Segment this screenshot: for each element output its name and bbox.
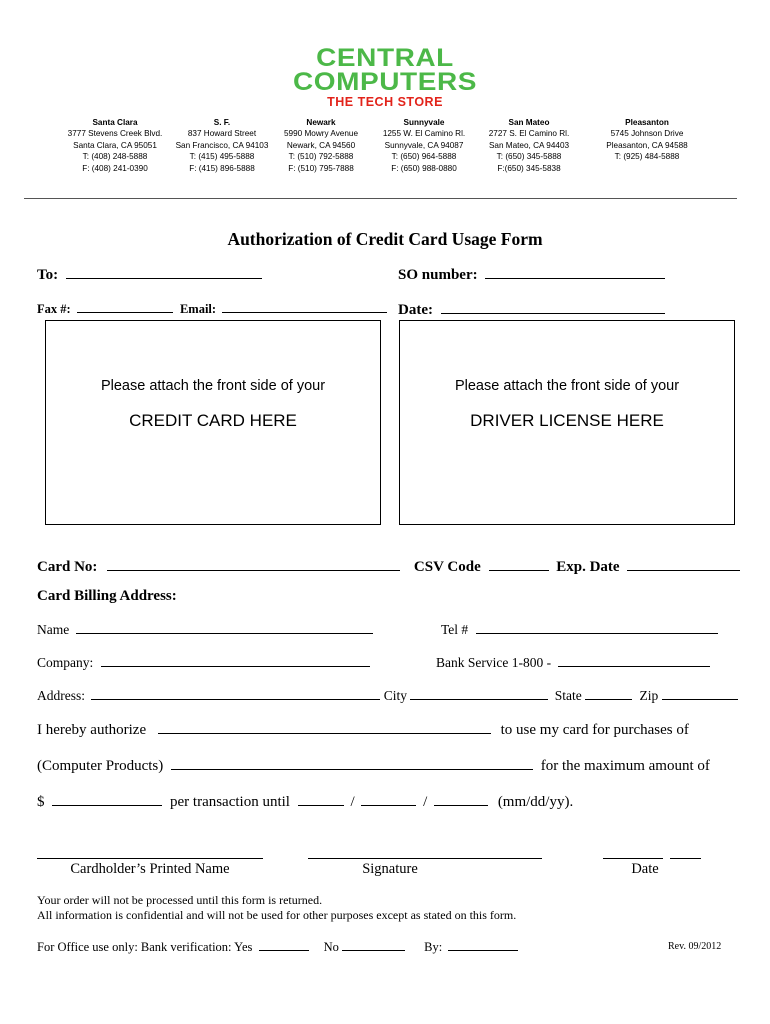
- to-row: [37, 263, 262, 284]
- form-title: Authorization of Credit Card Usage Form: [227, 229, 543, 249]
- so-number-label: SO number:: [398, 267, 478, 283]
- address-field[interactable]: [91, 686, 380, 700]
- store-address: 5990 Mowry Avenue: [283, 129, 359, 139]
- logo-line-computers: COMPUTERS: [293, 68, 477, 96]
- fax-row: [37, 300, 387, 317]
- exp-date-field[interactable]: [627, 555, 740, 571]
- card-number-label: Card No:: [37, 559, 98, 575]
- office-use-row: [37, 938, 518, 955]
- bank-verification-yes-field[interactable]: [259, 938, 309, 951]
- dollar-sign: $: [37, 794, 45, 810]
- company-field[interactable]: [101, 653, 370, 667]
- signature-caption: Signature: [362, 861, 418, 877]
- state-label: State: [554, 688, 582, 703]
- so-row: [398, 263, 665, 284]
- store-address: 837 Howard Street: [187, 129, 257, 139]
- store-fax: F: (408) 241-0390: [82, 163, 148, 173]
- date-line-part1[interactable]: [603, 858, 663, 859]
- revision-label: Rev. 09/2012: [668, 941, 722, 952]
- notice-confidential: All information is confidential and will not be used for other purposes except as stated on this form.: [37, 908, 517, 922]
- store-address: 5745 Johnson Drive: [610, 129, 684, 139]
- date-field[interactable]: [441, 298, 665, 314]
- store-san-mateo: [464, 117, 594, 174]
- bank-service-row: [436, 653, 710, 671]
- card-number-field[interactable]: [107, 555, 400, 571]
- store-phone: T: (510) 792-5888: [288, 152, 354, 162]
- store-phone: T: (925) 484-5888: [614, 152, 680, 162]
- csv-code-field[interactable]: [489, 555, 549, 571]
- city-field[interactable]: [410, 686, 548, 700]
- state-field[interactable]: [585, 686, 632, 700]
- store-name: Pleasanton: [625, 118, 669, 127]
- signature-line[interactable]: [308, 858, 542, 859]
- printed-name-line[interactable]: [37, 858, 263, 859]
- store-pleasanton: [582, 117, 712, 163]
- exp-date-label: Exp. Date: [556, 559, 620, 575]
- tel-label: Tel #: [441, 622, 469, 637]
- store-name: Sunnyvale: [403, 118, 445, 127]
- store-phone: T: (415) 495-5888: [189, 152, 255, 162]
- until-month-field[interactable]: [298, 790, 344, 806]
- card-number-row: [37, 555, 740, 576]
- store-city: San Mateo, CA 94403: [488, 140, 570, 150]
- bank-service-field[interactable]: [558, 653, 710, 667]
- products-field[interactable]: [171, 754, 533, 770]
- header-divider: [24, 198, 737, 199]
- store-city: Pleasanton, CA 94588: [606, 140, 688, 150]
- store-name: S. F.: [213, 118, 231, 127]
- store-address: 3777 Stevens Creek Blvd.: [67, 129, 163, 139]
- tel-row: [441, 620, 718, 638]
- bank-verification-no-field[interactable]: [342, 938, 405, 951]
- to-field[interactable]: [66, 263, 262, 279]
- tel-field[interactable]: [476, 620, 718, 634]
- logo-line-central: CENTRAL: [316, 44, 454, 72]
- store-fax: F: (510) 795-7888: [288, 163, 354, 173]
- name-row: [37, 620, 373, 638]
- date-slash-2: /: [423, 794, 428, 810]
- zip-label: Zip: [639, 688, 659, 703]
- email-label: Email:: [179, 302, 217, 316]
- store-name: San Mateo: [508, 118, 550, 127]
- notice-processing: Your order will not be processed until this form is returned.: [37, 893, 323, 907]
- driver-license-attach-box[interactable]: [399, 320, 735, 525]
- company-row: [37, 653, 370, 671]
- authorize-suffix: to use my card for purchases of: [500, 722, 689, 738]
- store-phone: T: (650) 345-5888: [496, 152, 562, 162]
- store-city: San Francisco, CA 94103: [175, 140, 269, 150]
- name-field[interactable]: [76, 620, 373, 634]
- central-computers-logo: [0, 46, 770, 110]
- address-label: Address:: [37, 688, 85, 703]
- store-name: Santa Clara: [92, 118, 138, 127]
- date-caption: Date: [631, 861, 659, 877]
- to-label: To:: [37, 267, 59, 283]
- by-label: By:: [424, 940, 443, 954]
- zip-field[interactable]: [662, 686, 738, 700]
- credit-card-instruction: Please attach the front side of your: [100, 378, 326, 394]
- products-row: [37, 754, 710, 775]
- date-line-part2[interactable]: [670, 858, 701, 859]
- products-prefix: (Computer Products): [37, 758, 164, 774]
- date-format-hint: (mm/dd/yy).: [497, 794, 574, 810]
- name-label: Name: [37, 622, 70, 637]
- products-suffix: for the maximum amount of: [540, 758, 710, 774]
- store-city: Sunnyvale, CA 94087: [384, 140, 464, 150]
- credit-card-attach-box[interactable]: [45, 320, 381, 525]
- store-fax: F: (415) 896-5888: [189, 163, 255, 173]
- address-row: [37, 686, 738, 704]
- authorized-person-field[interactable]: [158, 718, 491, 734]
- store-city: Santa Clara, CA 95051: [73, 140, 157, 150]
- printed-name-caption: Cardholder’s Printed Name: [70, 861, 230, 877]
- store-phone: T: (650) 964-5888: [391, 152, 457, 162]
- per-transaction-label: per transaction until: [170, 794, 290, 810]
- store-address: 1255 W. El Camino Rl.: [382, 129, 466, 139]
- credit-card-label: CREDIT CARD HERE: [129, 411, 297, 430]
- date-row: [398, 298, 665, 319]
- until-year-field[interactable]: [434, 790, 488, 806]
- csv-code-label: CSV Code: [413, 559, 481, 575]
- date-slash-1: /: [350, 794, 355, 810]
- store-name: Newark: [306, 118, 336, 127]
- so-number-field[interactable]: [485, 263, 665, 279]
- store-address: 2727 S. El Camino Rl.: [488, 129, 570, 139]
- authorize-row: [37, 718, 689, 739]
- until-day-field[interactable]: [361, 790, 416, 806]
- company-label: Company:: [37, 655, 94, 670]
- verified-by-field[interactable]: [448, 938, 518, 951]
- amount-field[interactable]: [52, 790, 162, 806]
- email-field[interactable]: [222, 300, 387, 313]
- authorize-prefix: I hereby authorize: [37, 722, 147, 738]
- store-city: Newark, CA 94560: [286, 140, 356, 150]
- logo-tagline: THE TECH STORE: [327, 95, 443, 109]
- office-use-label: For Office use only: Bank verification: Yes: [37, 940, 253, 954]
- fax-label: Fax #:: [37, 302, 71, 316]
- city-label: City: [383, 688, 408, 703]
- billing-address-heading: Card Billing Address:: [37, 588, 177, 604]
- amount-row: [37, 790, 573, 811]
- date-label: Date:: [398, 302, 433, 318]
- bank-service-label: Bank Service 1-800 -: [436, 655, 552, 670]
- no-label: No: [323, 940, 339, 954]
- store-fax: F: (650) 988-0880: [391, 163, 457, 173]
- store-fax: F:(650) 345-5838: [497, 163, 561, 173]
- driver-license-instruction: Please attach the front side of your: [454, 378, 680, 394]
- fax-field[interactable]: [77, 300, 173, 313]
- driver-license-label: DRIVER LICENSE HERE: [470, 411, 664, 430]
- store-phone: T: (408) 248-5888: [82, 152, 148, 162]
